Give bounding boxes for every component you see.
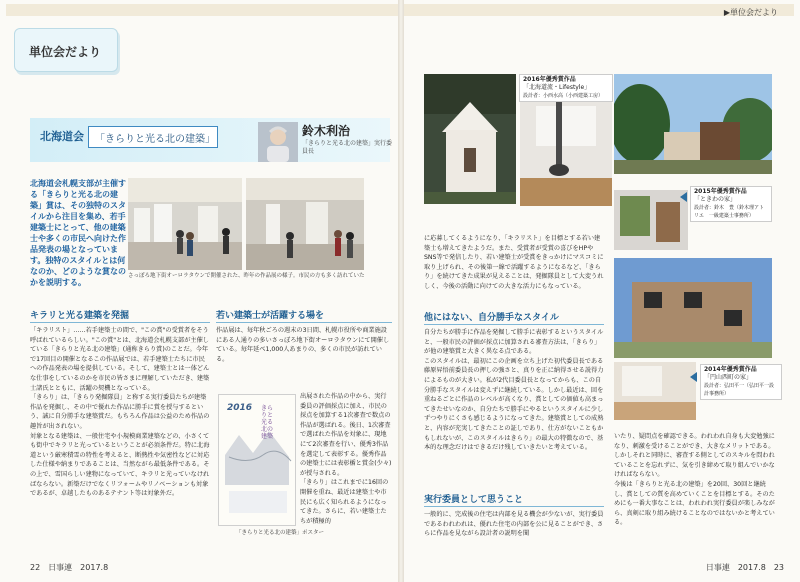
exhibition-photo-caption: さっぽろ地下街オーロラタウンで開催された、昨年の作品展の様子。市民の方も多く訪れていた bbox=[128, 273, 365, 279]
section-label: 単位会だより bbox=[29, 45, 102, 59]
section-heading-2: 若い建築士が活躍する場を bbox=[216, 311, 325, 321]
section-body-3 bbox=[424, 234, 604, 300]
paragraph: このスタイルは、最初にこの企画を立ち上げた初代委員長である藤原昇悟前委員長の押しの強さと、真りを正に納得させる説得力によるものが大きい。私が2代目委員長となってからも、この自分勝手なスタイルは変えずに継続している。しかし最近は、回を重ねるごとに作品のレベルが高くなり、賞としての価値も高まってきたせいなのか、自分たちで勝手にやるというスタイルに少しずつやりにくさも感じるようになってきた。建築賞としての成熟と、内容が充実してきたことの証しであり、仕方がないこともかもしれないが、このスタイルはきらり」の最大の特徴なので、基本的な理念だけはできるだけ残していきたいと考えている。 bbox=[424, 357, 604, 452]
award-2015-photo-exterior bbox=[614, 74, 772, 174]
top-band-left bbox=[6, 4, 398, 16]
paragraph: いたり、疑問点を確認できる。われわれ自身も大変勉強になり、刺激を受けることができ、大きなメリットである。しかしそれと同時に、審査する側としてのスキルを問われていることを忘れずに、気を引き締めて取り組んでいかなければならない。 bbox=[614, 433, 775, 479]
section-heading-1: キラリと光る建築を発掘 bbox=[30, 311, 130, 321]
poster-title: きらりと光る北の建築 bbox=[261, 405, 274, 440]
paragraph: 自分たちが勝手に作品を発掘して勝手に表彰するというスタイルと、一般市民の評価が採点に加算される審査方法は、「きらり」が他の建築賞と大きく異なる点である。 bbox=[424, 329, 604, 356]
section-body-4 bbox=[424, 328, 604, 486]
article-title: 「きらりと光る北の建築」 bbox=[95, 134, 215, 145]
caption-pointer-2014 bbox=[690, 372, 697, 382]
heading-rule-5 bbox=[424, 506, 604, 507]
award-2016-designer: 設計者：小西水高（小西建築工房） bbox=[523, 93, 604, 99]
paragraph: に応募してくるようになり、「キラリスト」を目標とする若い建築士も増えてきたようだ。また、受賞者が受賞の喜びをHPやSNS等で発信したり、若い建築士が受賞をきっかけにマスコミに取り上げられ、その後第一線で活躍するようになるなど、「きらり」を続けてきた成果が見えることは、発掘隊員として大変うれしく、今後の活動に向けての大きな活力にもなっている。 bbox=[424, 235, 604, 290]
award-2015-photo-interior bbox=[614, 190, 688, 250]
award-2014-photo-interior bbox=[614, 362, 696, 420]
top-right-section-label: ▶単位会だより bbox=[723, 8, 778, 17]
award-2014-year: 2014年優秀賞作品 bbox=[704, 366, 757, 373]
author-name: 鈴木利治 bbox=[302, 124, 351, 138]
heading-rule-4 bbox=[424, 324, 604, 325]
poster-year: 2016 bbox=[227, 403, 253, 413]
caption-pointer-2015 bbox=[680, 192, 687, 202]
award-2016-year: 2016年優秀賞作品 bbox=[523, 76, 576, 83]
section-body-1 bbox=[30, 326, 210, 556]
section-heading-5: 実行委員として思うこと bbox=[424, 495, 524, 505]
award-2016-ticket bbox=[519, 74, 613, 102]
section-body-5 bbox=[424, 510, 604, 556]
award-2015-ticket bbox=[690, 186, 772, 222]
paragraph: 「キラリスト」……若手建築士の間で、"この賞"の受賞者をそう呼ばれているらしい。"この賞"とは、北海道会札幌支部が主催している「きらりと光る北の建築」(通称きらり賞)のことだ。今年で17回目の開催となるこの作品展では、若手建築士たちに市民への作品発表の場を提供している。そして、建築士とは一体どんな仕事をしているのかを市民の皆さまに理解していただき、建築士諸氏とともに、活躍の契機となっている。 bbox=[30, 327, 210, 392]
article-title-box bbox=[88, 126, 218, 148]
exhibition-photo-2 bbox=[246, 178, 364, 270]
award-2015-designer: 設計者：鈴木 豊（鈴木理アトリエ 一級建築士事務所） bbox=[694, 205, 765, 219]
heading-rule-1 bbox=[30, 322, 210, 323]
kirari-poster bbox=[218, 394, 296, 526]
paragraph: 出展された作品の中から、実行委員の評価採点に加え、市民の採点を加算する1次審査で数点の作品が選ばれる。後日、1次審査で選ばれた作品を対象に、現地にて2次審査を行い、優秀3作品を選定して表彰する。優秀作品の建築士には表彰楯と賞金(少々)が授与される。 bbox=[300, 393, 392, 477]
award-2014-photo-exterior bbox=[614, 258, 772, 358]
award-2015-year: 2015年優秀賞作品 bbox=[694, 188, 747, 195]
award-2014-ticket bbox=[700, 364, 782, 400]
section-body-2a bbox=[216, 326, 392, 390]
heading-rule-2 bbox=[216, 322, 392, 323]
award-2014-work: 「円山西町の家」 bbox=[704, 374, 753, 381]
section-tab bbox=[14, 28, 118, 72]
award-2015-work: 「ときわの家」 bbox=[694, 196, 737, 203]
article-kicker: 北海道会 bbox=[40, 130, 84, 143]
paragraph: 「きらり」はこれまでに16回の開催を重ね、最近は建築士や市民にも広く知られるようになってきた。さらに、若い建築士たちが積極的 bbox=[300, 479, 389, 525]
award-2016-photo-interior bbox=[520, 98, 612, 206]
top-band-right bbox=[404, 4, 794, 16]
paragraph: 対象となる建築は、一般住宅や小規模商業建築などの、小さくても街中でキラリと光っているということが必須条件だ。特に北海道という厳寒積雪の特性を考えると、断熱性や気密性などに対応した仕様や納まりであることは、当然ながら最低条件である。その上で、雪国らしい建物になっていて、キラリと光っていなければならない。新築だけでなくリフォームやリノベーションも対象であるが、卓越したものあるテナント等は対象外だ。 bbox=[30, 432, 210, 498]
paragraph: 今後は「きらりと光る北の建築」を20回、30回と継続し、賞としての質を高めていくことを目標とする。そのためにも一番大事なことは、われわれ実行委員が楽しみながら、真剣に取り組み続けることなのではないかと考えている。 bbox=[614, 480, 775, 527]
author-portrait bbox=[258, 122, 298, 162]
folio-left: 22 日事連 2017.8 bbox=[30, 563, 109, 572]
author-role: 「きらりと光る北の建築」実行委員長 bbox=[302, 140, 393, 155]
award-2016-work: 「北海道流・Lifestyle」 bbox=[523, 84, 591, 91]
exhibition-photo-1 bbox=[128, 178, 242, 270]
award-2016-photo-exterior bbox=[424, 74, 516, 204]
paragraph: 作品展は、毎年秋ごろの週末の3日間、札幌市役所や商業施設にある人通りの多いさっぽろ地下街オーロラタウンにて開催している。毎年延べ1,000人あまりの、多くの市民が訪れている。 bbox=[216, 327, 390, 363]
article-lead: 北海道会札幌支部が主催する「きらりと光る北の建築」賞は、その独特のスタイルから注目を集め、若手建築士にとって、他の建築士や多くの市民へ向けた作品発表の場となっています。独特のスタイルとは何なのか、どのような賞なのかを説明する。 bbox=[30, 179, 126, 287]
poster-caption: 「きらりと光る北の建築」ポスター bbox=[236, 530, 325, 536]
section-heading-4: 他にはない、自分勝手なスタイル bbox=[424, 313, 559, 323]
page-gutter bbox=[398, 0, 404, 582]
award-2014-designer: 設計者：弘田平一（弘田平一設計事務所） bbox=[704, 383, 775, 397]
folio-right: 日事連 2017.8 23 bbox=[705, 563, 784, 572]
paragraph: 一般的に、完成後の住宅は内部を見る機会が少ないが、実行委員であるわれわれは、優れた住宅の内部を公に見ることができ、さらに作品を見ながら設計者の説明を聞 bbox=[424, 511, 604, 538]
paragraph: 「きらり」は、「きらり発掘隊員」と称する実行委員たちが建築作品を発掘し、その中で優れた作品に勝手に賞を授与するという、誠に自分勝手な建築賞だ。もちろん作品は公益のため作品の趣旨が出されない。 bbox=[30, 394, 210, 430]
section-body-6 bbox=[614, 432, 778, 558]
